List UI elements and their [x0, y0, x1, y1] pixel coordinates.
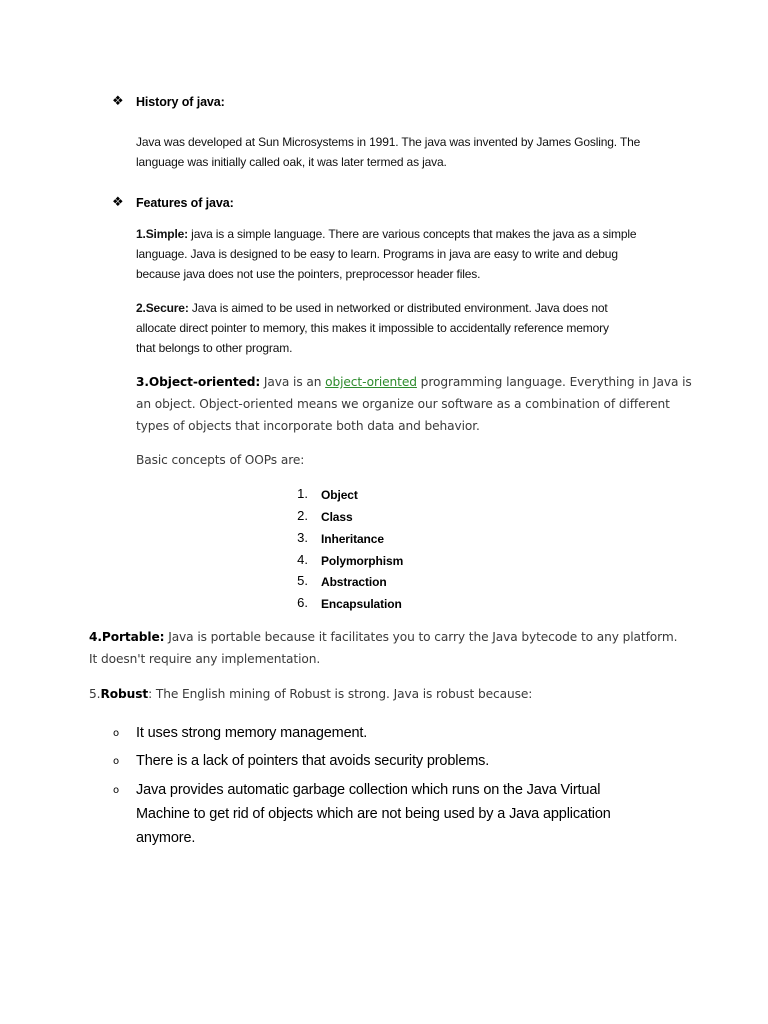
list-item-polymorphism: Polymorphism: [321, 554, 404, 568]
circle-bullet-icon: o: [113, 785, 120, 796]
list-item-number: 1.: [297, 486, 308, 501]
feature-portable-paragraph: [89, 626, 677, 670]
feature-secure-paragraph: [136, 298, 609, 358]
features-heading: Features of java:: [136, 196, 234, 210]
list-item-encapsulation: Encapsulation: [321, 597, 402, 611]
feature-secure-line-3: that belongs to other program.: [136, 341, 293, 355]
feature-secure-line-1: Java is aimed to be used in networked or distributed environment. Java does not: [188, 301, 608, 315]
feature-simple-line-3: because java does not use the pointers, preprocessor header files.: [136, 267, 481, 281]
feature-robust-label: Robust: [100, 687, 149, 701]
list-item-number: 2.: [297, 508, 308, 523]
list-item-number: 5.: [297, 573, 308, 588]
feature-oop-text-pre: Java is an: [260, 375, 326, 389]
history-heading: History of java:: [136, 95, 225, 109]
feature-simple-label: 1.Simple:: [136, 227, 188, 241]
list-item-number: 6.: [297, 595, 308, 610]
list-item-object: Object: [321, 488, 358, 502]
history-paragraph: [136, 132, 640, 172]
feature-robust-paragraph: [89, 683, 532, 705]
feature-oop-line-2: an object. Object-oriented means we organize our software as a combination of different: [136, 397, 670, 411]
circle-bullet-icon: o: [113, 756, 120, 767]
robust-point-pointers: There is a lack of pointers that avoids security problems.: [136, 753, 490, 769]
list-item-number: 3.: [297, 530, 308, 545]
feature-oop-paragraph: [136, 371, 692, 437]
diamond-bullet-icon: ❖: [112, 94, 124, 109]
robust-point-gc-line-1: Java provides automatic garbage collection which runs on the Java Virtual: [136, 782, 601, 798]
feature-simple-paragraph: [136, 224, 636, 284]
circle-bullet-icon: o: [113, 728, 120, 739]
feature-oop-label: Object-oriented:: [148, 375, 261, 389]
feature-robust-text: : The English mining of Robust is strong. Java is robust because:: [148, 687, 533, 701]
feature-secure-line-2: allocate direct pointer to memory, this makes it impossible to accidentally reference memory: [136, 321, 609, 335]
diamond-bullet-icon: ❖: [112, 195, 124, 210]
feature-oop-line-3: types of objects that incorporate both data and behavior.: [136, 419, 480, 433]
object-oriented-link[interactable]: object-oriented: [325, 375, 417, 389]
basic-concepts-label: Basic concepts of OOPs are:: [136, 453, 305, 467]
feature-portable-label: 4.Portable:: [89, 630, 165, 644]
history-line-1: Java was developed at Sun Microsystems in 1991. The java was invented by James Gosling. The: [136, 135, 641, 149]
feature-portable-line-1: Java is portable because it facilitates you to carry the Java bytecode to any platform.: [164, 630, 678, 644]
robust-point-gc-line-3: anymore.: [136, 830, 196, 846]
list-item-class: Class: [321, 510, 353, 524]
feature-portable-line-2: It doesn't require any implementation.: [89, 652, 321, 666]
feature-simple-line-1: java is a simple language. There are various concepts that makes the java as a simple: [188, 227, 637, 241]
robust-point-gc-line-2: Machine to get rid of objects which are not being used by a Java application: [136, 806, 611, 822]
feature-simple-line-2: language. Java is designed to be easy to learn. Programs in java are easy to write and debug: [136, 247, 618, 261]
history-line-2: language was initially called oak, it was later termed as java.: [136, 155, 447, 169]
robust-point-memory: It uses strong memory management.: [136, 725, 368, 741]
feature-robust-prefix: 5.: [89, 687, 101, 701]
feature-oop-prefix: 3.: [136, 375, 149, 389]
feature-secure-label: 2.Secure:: [136, 301, 189, 315]
list-item-inheritance: Inheritance: [321, 532, 384, 546]
list-item-number: 4.: [297, 552, 308, 567]
robust-point-garbage-collection: [136, 778, 611, 850]
feature-oop-text-post: programming language. Everything in Java is: [416, 375, 692, 389]
list-item-abstraction: Abstraction: [321, 575, 387, 589]
